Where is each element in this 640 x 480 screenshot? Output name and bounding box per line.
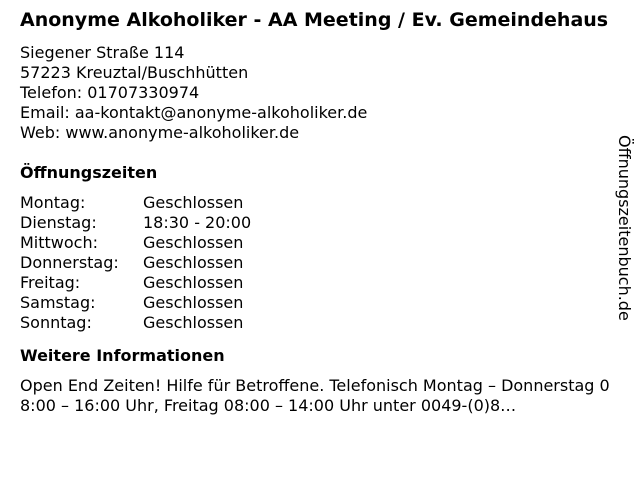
hours-day: Donnerstag: (20, 253, 119, 272)
hours-time: Geschlossen (143, 233, 244, 252)
hours-heading: Öffnungszeiten (20, 163, 158, 182)
hours-time: 18:30 - 20:00 (143, 213, 252, 232)
hours-row-friday (20, 273, 610, 293)
hours-day: Dienstag: (20, 213, 97, 232)
hours-day: Samstag: (20, 293, 96, 312)
hours-row-tuesday (20, 213, 610, 233)
listing-page (20, 10, 610, 416)
info-heading: Weitere Informationen (20, 346, 225, 365)
site-brand-label[interactable]: Öffnungszeitenbuch.de (615, 135, 634, 321)
hours-table (20, 193, 610, 333)
email-address[interactable]: Email: aa-kontakt@anonyme-alkoholiker.de (20, 103, 368, 122)
page-title: Anonyme Alkoholiker - AA Meeting / Ev. Gemeindehaus (20, 9, 609, 31)
street-address: Siegener Straße 114 (20, 43, 185, 62)
address-block (20, 43, 610, 143)
phone-number[interactable]: Telefon: 01707330974 (20, 83, 200, 102)
website-link[interactable]: Web: www.anonyme-alkoholiker.de (20, 123, 300, 142)
info-text: Open End Zeiten! Hilfe für Betroffene. Telefonisch Montag – Donnerstag 08:00 – 16:00 Uhr, Freitag 08:00 – 14:00 Uhr unter 0049-(0)8… (20, 376, 610, 415)
hours-row-wednesday (20, 233, 610, 253)
hours-row-saturday (20, 293, 610, 313)
hours-day: Mittwoch: (20, 233, 98, 252)
hours-row-monday (20, 193, 610, 213)
city-address: 57223 Kreuztal/Buschhütten (20, 63, 249, 82)
hours-time: Geschlossen (143, 253, 244, 272)
hours-day: Montag: (20, 193, 86, 212)
hours-time: Geschlossen (143, 313, 244, 332)
hours-day: Sonntag: (20, 313, 92, 332)
hours-row-thursday (20, 253, 610, 273)
hours-day: Freitag: (20, 273, 81, 292)
hours-time: Geschlossen (143, 273, 244, 292)
hours-time: Geschlossen (143, 293, 244, 312)
hours-row-sunday (20, 313, 610, 333)
hours-time: Geschlossen (143, 193, 244, 212)
